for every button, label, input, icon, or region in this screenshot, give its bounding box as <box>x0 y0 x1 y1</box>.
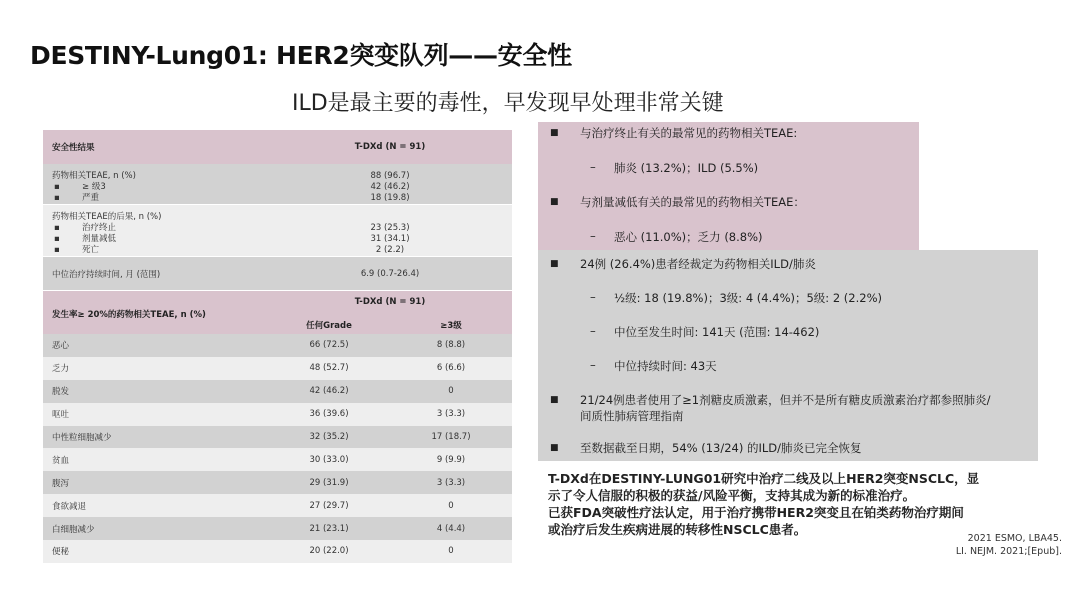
col-grade3: ≥3级 <box>440 321 462 331</box>
discontinuation-panel: ■ 与治疗终止有关的最常见的药物相关TEAE: – 肺炎 (13.2%)；ILD (5.5%) ■ 与剂量减低有关的最常见的药物相关TEAE： – 恶心 (11.0%)；乏力 (8.8%) <box>538 122 919 250</box>
teae-any-grade: 29 (31.9) <box>309 477 349 488</box>
gray-item1: 24例 (26.4%)患者经裁定为药物相关ILD/肺炎 <box>580 257 816 271</box>
gray-item1-sub2: 中位至发生时间: 141天 (范围: 14-462) <box>614 325 820 339</box>
teae-grade3: 3 (3.3) <box>436 409 466 420</box>
teae-name: 脱发 <box>52 387 70 398</box>
teae-name: 便秘 <box>52 547 70 558</box>
teae-grade3: 6 (6.6) <box>436 363 466 374</box>
table-header-row <box>43 130 512 164</box>
slide-title: DESTINY-Lung01: HER2突变队列——安全性 <box>30 41 572 70</box>
teae-any-grade: 66 (72.5) <box>309 340 349 351</box>
teae-name: 白细胞减少 <box>52 524 95 535</box>
outcome-sub1-value: 23 (25.3) <box>370 223 410 233</box>
conclusion-note: T-DXd在DESTINY-LUNG01研究中治疗二线及以上HER2突变NSCLC，显 示了令人信服的积极的获益/风险平衡，支持其成为新的标准治疗。 已获FDA突破性疗法认定，用于治疗携带HER2突变且在铂类药物治疗期间 或治疗后发生疾病进展的转移性NSCLC患者。 <box>548 471 980 537</box>
safety-summary-table <box>43 130 512 290</box>
gray-item3: 至数据截至日期，54% (13/24) 的ILD/肺炎已完全恢复 <box>580 441 862 455</box>
teae-grade3: 0 <box>448 500 454 511</box>
teae-block: 药物相关TEAE, n (%) ▪ ≥ 级3 ▪ 严重 88 (96.7) 42 (46.2) 18 (19.8) <box>43 164 512 205</box>
gray-item2-line1: 21/24例患者使用了≥1剂糖皮质激素，但并不是所有糖皮质激素治疗都参照肺炎/ <box>580 393 991 407</box>
ild-panel: ■ 24例 (26.4%)患者经裁定为药物相关ILD/肺炎 – ½级: 18 (19.8%)；3级: 4 (4.4%)；5级: 2 (2.2%) – 中位至发生时间: 141天 (范围: 14-462) – 中位持续时间: 43天 ■ 21/24例患者使用了≥1剂糖皮质激素，但并不是所有糖皮质激素治疗都参照肺炎/ 间质性肺病管理指南 ■ 至数据截至日期，54% (13/24) 的ILD/肺炎已完全恢复 <box>538 250 1038 461</box>
teae-grade3: 9 (9.9) <box>436 454 466 465</box>
teae-grade3: 17 (18.7) <box>431 432 471 442</box>
teae-name: 腹泻 <box>52 478 70 489</box>
duration-value: 6.9 (0.7-26.4) <box>360 268 420 279</box>
outcome-block: 药物相关TEAE的后果, n (%) ▪ 治疗终止 ▪ 剂量减低 ▪ 死亡 23 (25.3) 31 (34.1) 2 (2.2) <box>43 205 512 257</box>
teae-any-grade: 42 (46.2) <box>309 386 349 397</box>
teae-sub1-label: ≥ 级3 <box>82 182 106 192</box>
table-row <box>43 448 512 471</box>
header-label: 安全性结果 <box>52 143 95 153</box>
table-row <box>43 540 512 563</box>
teae-grade3: 3 (3.3) <box>436 477 466 488</box>
teae-grade3: 0 <box>448 386 454 397</box>
teae-name: 中性粒细胞减少 <box>52 433 112 443</box>
teae-name: 恶心 <box>52 341 70 352</box>
gray-item1-sub1: ½级: 18 (19.8%)；3级: 4 (4.4%)；5级: 2 (2.2%) <box>614 291 882 305</box>
teae-grade3: 4 (4.4) <box>436 523 466 534</box>
teae-any-grade: 27 (29.7) <box>309 500 349 511</box>
table-row <box>43 334 512 357</box>
pink-item1-sub: 肺炎 (13.2%)；ILD (5.5%) <box>614 161 759 175</box>
outcome-sub3-label: 死亡 <box>82 245 100 255</box>
outcome-sub2-label: 剂量减低 <box>82 234 117 244</box>
table-row <box>43 471 512 494</box>
slide-subtitle: ILD是最主要的毒性，早发现早处理非常关键 <box>292 91 724 116</box>
table-row <box>43 357 512 380</box>
outcome-label: 药物相关TEAE的后果, n (%) <box>52 212 162 222</box>
col-any-grade: 任何Grade <box>306 321 352 331</box>
teae-sub2-label: 严重 <box>82 193 100 203</box>
teae-name: 呕吐 <box>52 410 70 421</box>
teae-grade3: 8 (8.8) <box>436 340 466 351</box>
teae-any-grade: 30 (33.0) <box>309 454 349 465</box>
teae-name: 食欲减退 <box>52 501 87 512</box>
references: 2021 ESMO, LBA45. LI. NEJM. 2021;[Epub]. <box>955 533 1062 557</box>
teae-any-grade: 20 (22.0) <box>309 546 349 557</box>
header-value: T-DXd (N = 91) <box>354 142 426 152</box>
teae-name: 乏力 <box>52 364 70 375</box>
teae-sub1-value: 42 (46.2) <box>370 182 410 192</box>
table2-header <box>43 291 512 334</box>
duration-row <box>43 257 512 290</box>
outcome-sub2-value: 31 (34.1) <box>370 234 410 244</box>
gray-item1-sub3: 中位持续时间: 43天 <box>614 359 717 373</box>
table-row <box>43 517 512 540</box>
table-row <box>43 380 512 403</box>
gray-item2-line2: 间质性肺病管理指南 <box>580 409 684 423</box>
table-row <box>43 403 512 426</box>
teae-sub2-value: 18 (19.8) <box>370 193 410 203</box>
outcome-sub3-value: 2 (2.2) <box>375 245 405 255</box>
table-row <box>43 426 512 449</box>
table-row <box>43 494 512 517</box>
teae-any-grade: 36 (39.6) <box>309 409 349 420</box>
duration-label: 中位治疗持续时间, 月 (范围) <box>52 269 161 280</box>
teae-any-grade: 48 (52.7) <box>309 363 349 374</box>
teae-frequency-table <box>43 291 512 563</box>
pink-item2-sub: 恶心 (11.0%)；乏力 (8.8%) <box>614 230 763 244</box>
pink-item2: 与剂量减低有关的最常见的药物相关TEAE： <box>580 195 805 209</box>
table2-body <box>43 334 512 563</box>
teae-any-grade: 32 (35.2) <box>309 432 349 442</box>
teae-label: 药物相关TEAE, n (%) <box>52 171 136 181</box>
teae-any-grade: 21 (23.1) <box>309 523 349 534</box>
outcome-sub1-label: 治疗终止 <box>82 223 117 233</box>
table2-header-label: 发生率≥ 20%的药物相关TEAE, n (%) <box>52 310 206 320</box>
teae-value: 88 (96.7) <box>370 171 410 181</box>
teae-grade3: 0 <box>448 546 454 557</box>
teae-name: 贫血 <box>52 455 70 466</box>
table2-group-label: T-DXd (N = 91) <box>354 297 426 307</box>
pink-item1: 与治疗终止有关的最常见的药物相关TEAE: <box>580 126 798 140</box>
